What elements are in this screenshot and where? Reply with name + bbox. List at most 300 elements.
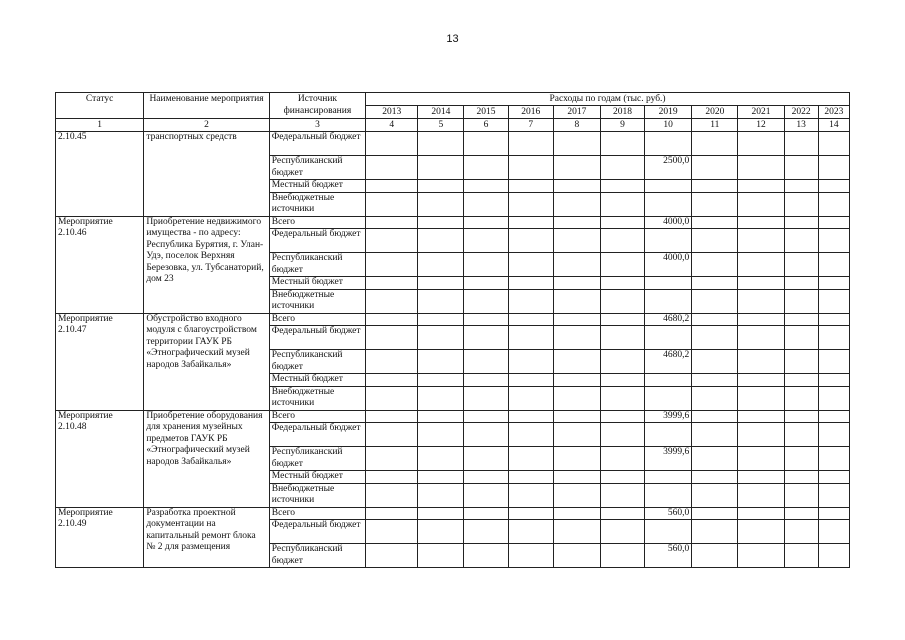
value-cell-2022: [784, 520, 818, 544]
activity-name-cell: Разработка проектной документации на капитальный ремонт блока № 2 для размещения: [144, 507, 269, 568]
value-cell-2013: [366, 471, 418, 484]
value-cell-2021: [738, 216, 784, 229]
table-row: [56, 410, 850, 423]
value-cell-2021: [738, 507, 784, 520]
value-cell-2015: [464, 326, 508, 350]
value-cell-2020: [692, 326, 738, 350]
value-cell-2020: [692, 289, 738, 313]
value-cell-2018: [600, 313, 644, 326]
value-cell-2020: [692, 350, 738, 374]
table-row: [56, 313, 850, 326]
value-cell-2018: [600, 386, 644, 410]
value-cell-2017: [553, 507, 600, 520]
activity-name-cell: транспортных средств: [144, 132, 269, 217]
funding-source-cell: Всего: [269, 313, 365, 326]
value-cell-2023: [818, 253, 849, 277]
value-cell-2019: [645, 374, 692, 387]
value-cell-2017: [553, 277, 600, 290]
header-year-2023: 2023: [818, 106, 849, 119]
value-cell-2014: [418, 350, 464, 374]
value-cell-2020: [692, 410, 738, 423]
value-cell-2017: [553, 192, 600, 216]
value-cell-2022: [784, 410, 818, 423]
value-cell-2017: [553, 253, 600, 277]
value-cell-2017: [553, 423, 600, 447]
value-cell-2020: [692, 180, 738, 193]
value-cell-2020: [692, 483, 738, 507]
value-cell-2013: [366, 483, 418, 507]
value-cell-2019: [645, 520, 692, 544]
value-cell-2021: [738, 289, 784, 313]
value-cell-2019: [645, 180, 692, 193]
value-cell-2023: [818, 374, 849, 387]
value-cell-2014: [418, 253, 464, 277]
value-cell-2022: [784, 326, 818, 350]
value-cell-2021: [738, 253, 784, 277]
value-cell-2017: [553, 483, 600, 507]
value-cell-2016: [508, 447, 553, 471]
value-cell-2022: [784, 253, 818, 277]
value-cell-2015: [464, 520, 508, 544]
funding-source-cell: Республиканский бюджет: [269, 350, 365, 374]
funding-source-cell: Всего: [269, 216, 365, 229]
value-cell-2022: [784, 313, 818, 326]
value-cell-2013: [366, 132, 418, 156]
value-cell-2017: [553, 386, 600, 410]
value-cell-2018: [600, 156, 644, 180]
value-cell-2018: [600, 289, 644, 313]
value-cell-2023: [818, 471, 849, 484]
value-cell-2017: [553, 447, 600, 471]
value-cell-2023: [818, 483, 849, 507]
value-cell-2018: [600, 483, 644, 507]
value-cell-2017: [553, 180, 600, 193]
column-number: 8: [553, 119, 600, 132]
value-cell-2020: [692, 156, 738, 180]
header-year-2021: 2021: [738, 106, 784, 119]
value-cell-2013: [366, 423, 418, 447]
header-year-2014: 2014: [418, 106, 464, 119]
value-cell-2023: [818, 447, 849, 471]
value-cell-2018: [600, 520, 644, 544]
value-cell-2018: [600, 544, 644, 568]
value-cell-2020: [692, 507, 738, 520]
value-cell-2015: [464, 289, 508, 313]
value-cell-2020: [692, 520, 738, 544]
value-cell-2013: [366, 192, 418, 216]
value-cell-2016: [508, 520, 553, 544]
value-cell-2022: [784, 216, 818, 229]
value-cell-2020: [692, 447, 738, 471]
value-cell-2016: [508, 423, 553, 447]
value-cell-2014: [418, 386, 464, 410]
value-cell-2015: [464, 132, 508, 156]
value-cell-2019: [645, 132, 692, 156]
value-cell-2017: [553, 156, 600, 180]
value-cell-2016: [508, 544, 553, 568]
header-year-2018: 2018: [600, 106, 644, 119]
funding-source-cell: Внебюджетные источники: [269, 289, 365, 313]
funding-source-cell: Республиканский бюджет: [269, 447, 365, 471]
value-cell-2023: [818, 544, 849, 568]
value-cell-2019: 3999,6: [645, 410, 692, 423]
funding-source-cell: Республиканский бюджет: [269, 156, 365, 180]
value-cell-2015: [464, 350, 508, 374]
value-cell-2018: [600, 277, 644, 290]
value-cell-2022: [784, 229, 818, 253]
value-cell-2015: [464, 410, 508, 423]
value-cell-2022: [784, 180, 818, 193]
value-cell-2016: [508, 216, 553, 229]
column-number: 14: [818, 119, 849, 132]
value-cell-2023: [818, 326, 849, 350]
value-cell-2022: [784, 471, 818, 484]
value-cell-2019: [645, 229, 692, 253]
header-year-2019: 2019: [645, 106, 692, 119]
funding-source-cell: Федеральный бюджет: [269, 132, 365, 156]
value-cell-2023: [818, 180, 849, 193]
value-cell-2016: [508, 374, 553, 387]
value-cell-2014: [418, 192, 464, 216]
value-cell-2016: [508, 313, 553, 326]
value-cell-2017: [553, 520, 600, 544]
value-cell-2013: [366, 350, 418, 374]
funding-source-cell: Местный бюджет: [269, 277, 365, 290]
value-cell-2018: [600, 253, 644, 277]
column-number: 1: [56, 119, 144, 132]
value-cell-2020: [692, 132, 738, 156]
value-cell-2013: [366, 374, 418, 387]
value-cell-2019: [645, 277, 692, 290]
value-cell-2015: [464, 313, 508, 326]
funding-source-cell: Федеральный бюджет: [269, 326, 365, 350]
value-cell-2017: [553, 313, 600, 326]
value-cell-2020: [692, 192, 738, 216]
value-cell-2014: [418, 520, 464, 544]
value-cell-2013: [366, 253, 418, 277]
value-cell-2022: [784, 132, 818, 156]
value-cell-2018: [600, 471, 644, 484]
table-row: [56, 216, 850, 229]
value-cell-2018: [600, 374, 644, 387]
header-name: Наименование мероприятия: [144, 93, 269, 119]
column-number: 10: [645, 119, 692, 132]
column-number: 11: [692, 119, 738, 132]
value-cell-2018: [600, 229, 644, 253]
value-cell-2022: [784, 544, 818, 568]
value-cell-2017: [553, 132, 600, 156]
value-cell-2022: [784, 386, 818, 410]
value-cell-2021: [738, 410, 784, 423]
value-cell-2021: [738, 471, 784, 484]
value-cell-2015: [464, 471, 508, 484]
value-cell-2016: [508, 253, 553, 277]
header-source: Источник финансирования: [269, 93, 365, 119]
value-cell-2020: [692, 253, 738, 277]
value-cell-2021: [738, 132, 784, 156]
value-cell-2019: [645, 192, 692, 216]
value-cell-2014: [418, 326, 464, 350]
value-cell-2016: [508, 386, 553, 410]
value-cell-2013: [366, 180, 418, 193]
value-cell-2023: [818, 192, 849, 216]
status-cell: Мероприятие 2.10.47: [56, 313, 144, 410]
column-number: 12: [738, 119, 784, 132]
funding-source-cell: Всего: [269, 410, 365, 423]
value-cell-2016: [508, 471, 553, 484]
value-cell-2021: [738, 277, 784, 290]
value-cell-2019: [645, 386, 692, 410]
value-cell-2017: [553, 289, 600, 313]
value-cell-2021: [738, 326, 784, 350]
value-cell-2014: [418, 544, 464, 568]
value-cell-2017: [553, 216, 600, 229]
value-cell-2022: [784, 289, 818, 313]
value-cell-2016: [508, 132, 553, 156]
value-cell-2017: [553, 410, 600, 423]
value-cell-2013: [366, 544, 418, 568]
value-cell-2017: [553, 471, 600, 484]
value-cell-2018: [600, 410, 644, 423]
value-cell-2018: [600, 180, 644, 193]
value-cell-2020: [692, 229, 738, 253]
value-cell-2014: [418, 289, 464, 313]
value-cell-2015: [464, 423, 508, 447]
table-row: [56, 132, 850, 156]
column-number: 7: [508, 119, 553, 132]
value-cell-2023: [818, 350, 849, 374]
value-cell-2021: [738, 229, 784, 253]
value-cell-2013: [366, 277, 418, 290]
value-cell-2015: [464, 483, 508, 507]
value-cell-2021: [738, 192, 784, 216]
value-cell-2017: [553, 350, 600, 374]
value-cell-2018: [600, 423, 644, 447]
value-cell-2016: [508, 192, 553, 216]
value-cell-2019: 4000,0: [645, 216, 692, 229]
value-cell-2019: [645, 423, 692, 447]
value-cell-2021: [738, 544, 784, 568]
status-cell: 2.10.45: [56, 132, 144, 217]
value-cell-2019: 560,0: [645, 507, 692, 520]
value-cell-2014: [418, 507, 464, 520]
value-cell-2023: [818, 410, 849, 423]
value-cell-2018: [600, 350, 644, 374]
value-cell-2013: [366, 507, 418, 520]
value-cell-2021: [738, 180, 784, 193]
header-status: Статус: [56, 93, 144, 119]
value-cell-2013: [366, 313, 418, 326]
value-cell-2022: [784, 277, 818, 290]
value-cell-2020: [692, 374, 738, 387]
column-number: 4: [366, 119, 418, 132]
value-cell-2019: [645, 483, 692, 507]
funding-source-cell: Внебюджетные источники: [269, 483, 365, 507]
value-cell-2013: [366, 386, 418, 410]
value-cell-2023: [818, 520, 849, 544]
column-number: 13: [784, 119, 818, 132]
status-cell: Мероприятие 2.10.46: [56, 216, 144, 313]
value-cell-2015: [464, 447, 508, 471]
value-cell-2018: [600, 447, 644, 471]
value-cell-2014: [418, 180, 464, 193]
page-number: 13: [446, 33, 459, 45]
value-cell-2013: [366, 289, 418, 313]
value-cell-2019: [645, 289, 692, 313]
column-number: 5: [418, 119, 464, 132]
value-cell-2021: [738, 483, 784, 507]
value-cell-2014: [418, 156, 464, 180]
value-cell-2019: 4680,2: [645, 350, 692, 374]
value-cell-2016: [508, 289, 553, 313]
value-cell-2019: 2500,0: [645, 156, 692, 180]
value-cell-2021: [738, 386, 784, 410]
value-cell-2014: [418, 313, 464, 326]
header-year-2017: 2017: [553, 106, 600, 119]
activity-name-cell: Приобретение недвижимого имущества - по адресу: Республика Бурятия, г. Улан-Удэ, поселок Верхняя Березовка, ул. Тубсанаторий, дом 23: [144, 216, 269, 313]
value-cell-2023: [818, 386, 849, 410]
value-cell-2015: [464, 216, 508, 229]
value-cell-2022: [784, 447, 818, 471]
value-cell-2020: [692, 216, 738, 229]
value-cell-2023: [818, 507, 849, 520]
value-cell-2020: [692, 313, 738, 326]
value-cell-2015: [464, 277, 508, 290]
value-cell-2021: [738, 350, 784, 374]
value-cell-2018: [600, 192, 644, 216]
funding-source-cell: Республиканский бюджет: [269, 544, 365, 568]
value-cell-2022: [784, 507, 818, 520]
value-cell-2022: [784, 156, 818, 180]
funding-source-cell: Внебюджетные источники: [269, 192, 365, 216]
value-cell-2023: [818, 229, 849, 253]
value-cell-2015: [464, 180, 508, 193]
value-cell-2013: [366, 326, 418, 350]
column-number: 3: [269, 119, 365, 132]
value-cell-2013: [366, 216, 418, 229]
value-cell-2013: [366, 520, 418, 544]
value-cell-2017: [553, 326, 600, 350]
value-cell-2022: [784, 350, 818, 374]
value-cell-2014: [418, 132, 464, 156]
funding-source-cell: Внебюджетные источники: [269, 386, 365, 410]
value-cell-2016: [508, 277, 553, 290]
value-cell-2014: [418, 471, 464, 484]
value-cell-2016: [508, 326, 553, 350]
value-cell-2016: [508, 483, 553, 507]
value-cell-2018: [600, 216, 644, 229]
value-cell-2014: [418, 483, 464, 507]
value-cell-2023: [818, 313, 849, 326]
value-cell-2021: [738, 423, 784, 447]
activity-name-cell: Приобретение оборудования для хранения музейных предметов ГАУК РБ «Этнографический музей народов Забайкалья»: [144, 410, 269, 507]
value-cell-2017: [553, 229, 600, 253]
column-number: 2: [144, 119, 269, 132]
value-cell-2017: [553, 544, 600, 568]
value-cell-2020: [692, 277, 738, 290]
funding-source-cell: Республиканский бюджет: [269, 253, 365, 277]
value-cell-2022: [784, 423, 818, 447]
value-cell-2023: [818, 289, 849, 313]
header-year-2022: 2022: [784, 106, 818, 119]
column-number: 6: [464, 119, 508, 132]
value-cell-2013: [366, 156, 418, 180]
value-cell-2019: [645, 326, 692, 350]
activity-name-cell: Обустройство входного модуля с благоустройством территории ГАУК РБ «Этнографический музей народов Забайкалья»: [144, 313, 269, 410]
value-cell-2015: [464, 386, 508, 410]
value-cell-2019: 4680,2: [645, 313, 692, 326]
value-cell-2019: [645, 471, 692, 484]
funding-source-cell: Федеральный бюджет: [269, 423, 365, 447]
value-cell-2021: [738, 520, 784, 544]
value-cell-2018: [600, 507, 644, 520]
value-cell-2016: [508, 229, 553, 253]
funding-source-cell: Федеральный бюджет: [269, 229, 365, 253]
budget-table: [55, 92, 850, 568]
funding-source-cell: Местный бюджет: [269, 180, 365, 193]
value-cell-2015: [464, 544, 508, 568]
value-cell-2013: [366, 229, 418, 253]
header-year-2016: 2016: [508, 106, 553, 119]
header-expenses: Расходы по годам (тыс. руб.): [366, 93, 850, 106]
value-cell-2016: [508, 156, 553, 180]
value-cell-2023: [818, 423, 849, 447]
value-cell-2014: [418, 229, 464, 253]
status-cell: Мероприятие 2.10.48: [56, 410, 144, 507]
funding-source-cell: Федеральный бюджет: [269, 520, 365, 544]
value-cell-2021: [738, 156, 784, 180]
value-cell-2015: [464, 192, 508, 216]
value-cell-2016: [508, 350, 553, 374]
value-cell-2018: [600, 132, 644, 156]
value-cell-2019: 3999,6: [645, 447, 692, 471]
value-cell-2020: [692, 544, 738, 568]
value-cell-2019: 560,0: [645, 544, 692, 568]
value-cell-2022: [784, 374, 818, 387]
header-year-2013: 2013: [366, 106, 418, 119]
value-cell-2013: [366, 410, 418, 423]
funding-source-cell: Всего: [269, 507, 365, 520]
value-cell-2023: [818, 156, 849, 180]
value-cell-2016: [508, 410, 553, 423]
value-cell-2015: [464, 229, 508, 253]
value-cell-2021: [738, 313, 784, 326]
value-cell-2014: [418, 423, 464, 447]
funding-source-cell: Местный бюджет: [269, 471, 365, 484]
value-cell-2016: [508, 180, 553, 193]
value-cell-2023: [818, 132, 849, 156]
value-cell-2021: [738, 447, 784, 471]
value-cell-2020: [692, 386, 738, 410]
value-cell-2021: [738, 374, 784, 387]
value-cell-2018: [600, 326, 644, 350]
value-cell-2013: [366, 447, 418, 471]
value-cell-2023: [818, 277, 849, 290]
value-cell-2015: [464, 253, 508, 277]
header-year-2015: 2015: [464, 106, 508, 119]
value-cell-2014: [418, 374, 464, 387]
value-cell-2014: [418, 447, 464, 471]
value-cell-2014: [418, 277, 464, 290]
value-cell-2014: [418, 410, 464, 423]
value-cell-2015: [464, 374, 508, 387]
funding-source-cell: Местный бюджет: [269, 374, 365, 387]
value-cell-2017: [553, 374, 600, 387]
value-cell-2022: [784, 192, 818, 216]
status-cell: Мероприятие 2.10.49: [56, 507, 144, 568]
column-number: 9: [600, 119, 644, 132]
header-year-2020: 2020: [692, 106, 738, 119]
